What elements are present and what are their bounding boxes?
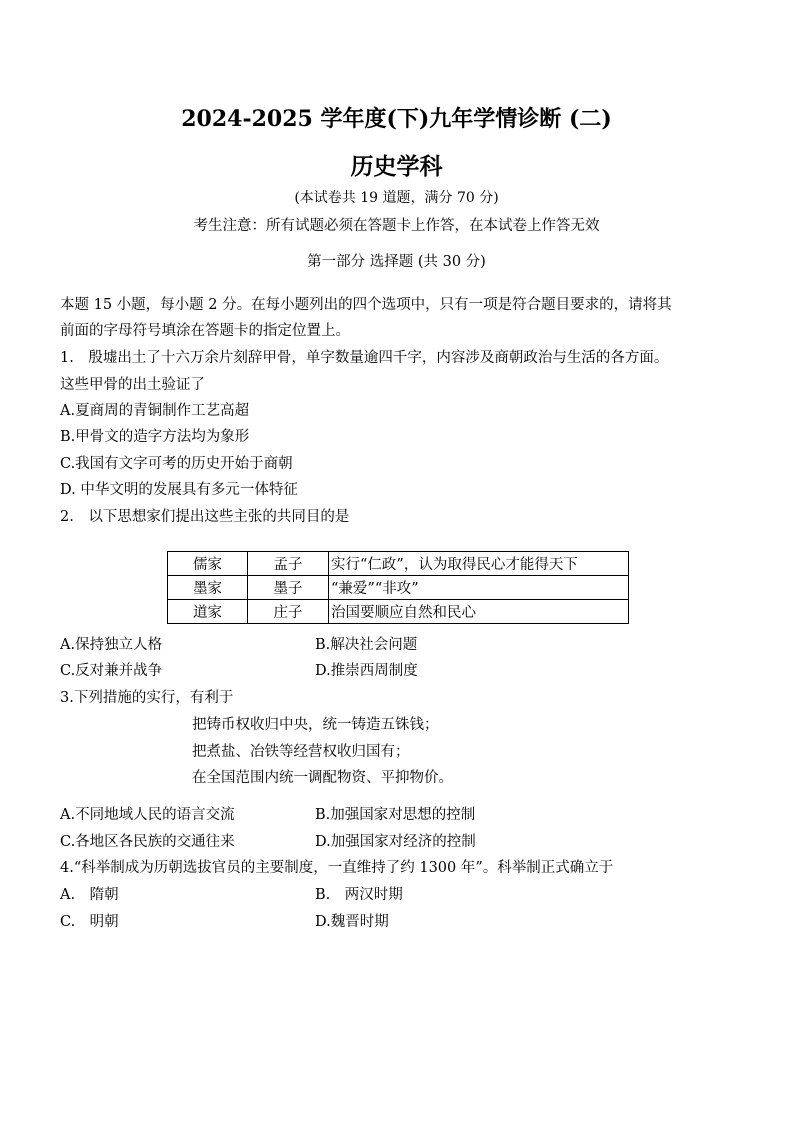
table-cell-idea: 治国要顺应自然和民心 <box>329 600 629 624</box>
q4-option-c: C. 明朝 <box>60 914 119 930</box>
table-cell-school: 道家 <box>168 600 248 624</box>
q3-stem: 3.下列措施的实行，有利于 <box>60 690 234 706</box>
table-row <box>168 552 629 576</box>
exam-title: 2024-2025 学年度(下)九年学情诊断 (二) <box>181 106 612 132</box>
q1-stem-line-1: 1. 殷墟出土了十六万余片刻辞甲骨，单字数量逾四千字，内容涉及商朝政治与生活的各方面。 <box>60 350 669 366</box>
q3-option-d: D.加强国家对经济的控制 <box>315 834 476 850</box>
q2-thinkers-table <box>167 551 629 624</box>
exam-notice: 考生注意：所有试题必须在答题卡上作答，在本试卷上作答无效 <box>193 218 600 234</box>
q4-option-a: A. 隋朝 <box>60 887 119 903</box>
q3-measure-1: 把铸币权收归中央，统一铸造五铢钱； <box>192 717 439 733</box>
q1-option-c: C.我国有文字可考的历史开始于商朝 <box>60 456 293 472</box>
table-cell-school: 儒家 <box>168 552 248 576</box>
table-cell-thinker: 庄子 <box>248 600 329 624</box>
table-cell-thinker: 墨子 <box>248 576 329 600</box>
table-cell-school: 墨家 <box>168 576 248 600</box>
instructions-line-2: 前面的字母符号填涂在答题卡的指定位置上。 <box>60 323 350 339</box>
table-row <box>168 600 629 624</box>
q3-option-c: C.各地区各民族的交通往来 <box>60 834 235 850</box>
q3-measure-2: 把煮盐、冶铁等经营权收归国有； <box>192 744 410 760</box>
q1-stem-line-2: 这些甲骨的出土验证了 <box>60 377 205 393</box>
instructions-line-1: 本题 15 小题，每小题 2 分。在每小题列出的四个选项中，只有一项是符合题目要求的，请将其 <box>60 297 672 313</box>
q2-stem: 2. 以下思想家们提出这些主张的共同目的是 <box>60 509 350 525</box>
q2-option-d: D.推崇西周制度 <box>315 663 418 679</box>
q3-option-a: A.不同地域人民的语言交流 <box>60 807 235 823</box>
exam-subject: 历史学科 <box>350 153 443 180</box>
q1-option-d: D. 中华文明的发展具有多元一体特征 <box>60 482 298 498</box>
q2-option-a: A.保持独立人格 <box>60 637 163 653</box>
q2-option-c: C.反对兼并战争 <box>60 663 163 679</box>
table-cell-idea: 实行“仁政”，认为取得民心才能得天下 <box>329 552 629 576</box>
q4-option-b: B. 两汉时期 <box>315 887 403 903</box>
q4-option-d: D.魏晋时期 <box>315 914 389 930</box>
q1-option-a: A.夏商周的青铜制作工艺高超 <box>60 403 250 419</box>
q1-option-b: B.甲骨文的造字方法均为象形 <box>60 429 250 445</box>
exam-info: (本试卷共 19 道题，满分 70 分) <box>294 190 499 206</box>
q4-stem: 4.“科举制成为历朝选拔官员的主要制度，一直维持了约 1300 年”。科举制正式确立于 <box>60 860 614 876</box>
table-row <box>168 576 629 600</box>
q3-measure-3: 在全国范围内统一调配物资、平抑物价。 <box>192 770 453 786</box>
table-cell-idea: “兼爱”“非攻” <box>329 576 629 600</box>
q2-option-b: B.解决社会问题 <box>315 637 418 653</box>
table-cell-thinker: 孟子 <box>248 552 329 576</box>
section-heading: 第一部分 选择题 (共 30 分) <box>307 254 486 270</box>
q3-option-b: B.加强国家对思想的控制 <box>315 807 476 823</box>
